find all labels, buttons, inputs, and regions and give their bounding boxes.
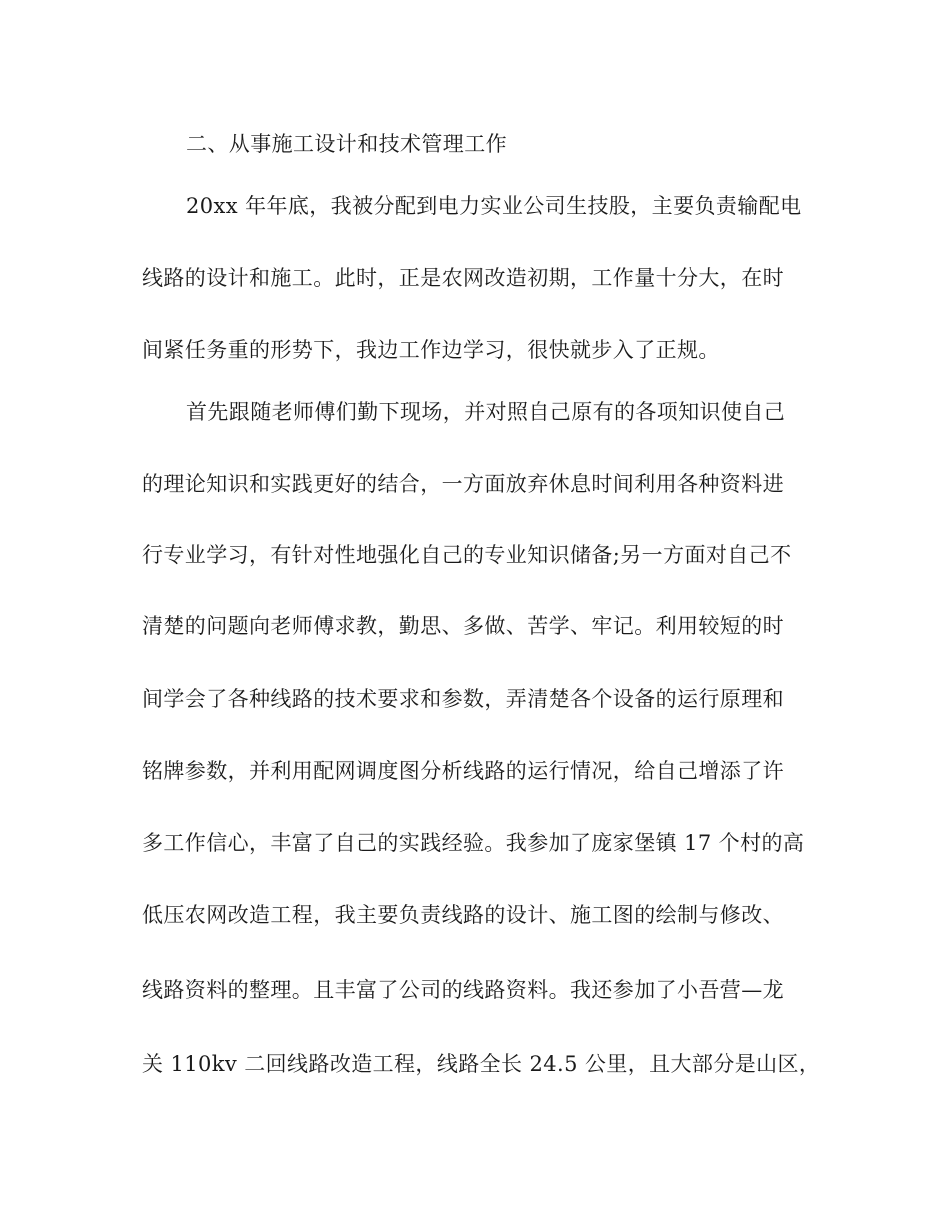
- paragraph-line: 间紧任务重的形势下，我边工作边学习，很快就步入了正规。: [142, 338, 720, 362]
- paragraph-line: 清楚的问题向老师傅求教，勤思、多做、苦学、牢记。利用较短的时: [142, 614, 784, 638]
- paragraph-line: 低压农网改造工程，我主要负责线路的设计、施工图的绘制与修改、: [142, 903, 784, 927]
- paragraph-line: 首先跟随老师傅们勤下现场，并对照自己原有的各项知识使自己: [186, 400, 786, 424]
- paragraph-line: 关 110kv 二回线路改造工程，线路全长 24.5 公里，且大部分是山区，: [142, 1052, 821, 1076]
- paragraph-line: 线路资料的整理。且丰富了公司的线路资料。我还参加了小吾营—龙: [142, 978, 784, 1002]
- paragraph-line: 线路的设计和施工。此时，正是农网改造初期，工作量十分大，在时: [142, 266, 784, 290]
- section-heading: 二、从事施工设计和技术管理工作: [186, 132, 507, 156]
- paragraph-line: 间学会了各种线路的技术要求和参数，弄清楚各个设备的运行原理和: [142, 687, 784, 711]
- paragraph-line: 行专业学习，有针对性地强化自己的专业知识储备;另一方面对自己不: [142, 543, 792, 567]
- paragraph-line: 多工作信心，丰富了自己的实践经验。我参加了庞家堡镇 17 个村的高: [142, 831, 805, 855]
- paragraph-line: 20xx 年年底，我被分配到电力实业公司生技股，主要负责输配电: [186, 194, 802, 218]
- paragraph-line: 的理论知识和实践更好的结合，一方面放弃休息时间利用各种资料进: [142, 472, 784, 496]
- paragraph-line: 铭牌参数，并利用配网调度图分析线路的运行情况，给自己增添了许: [142, 759, 784, 783]
